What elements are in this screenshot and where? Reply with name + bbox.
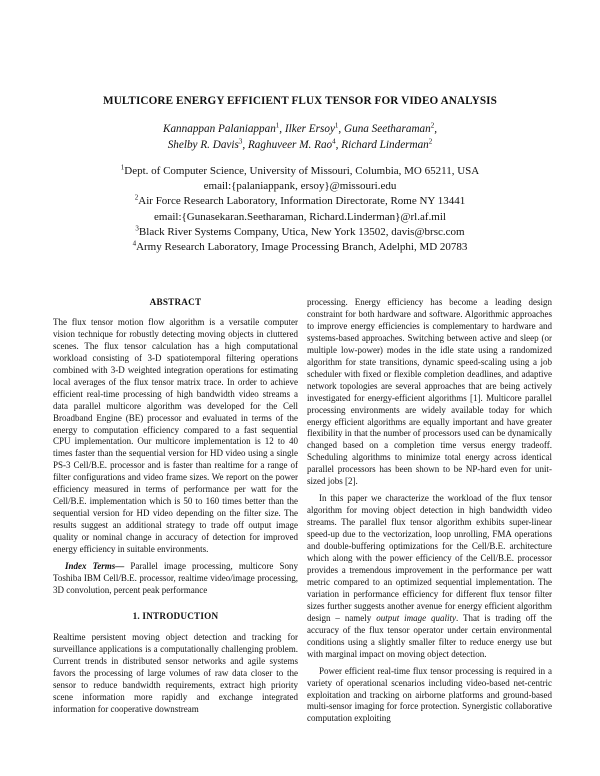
- author-affil-marker: 4: [332, 137, 336, 146]
- left-column: [53, 297, 298, 716]
- affiliation-email: email:{palaniappank, ersoy}@missouri.edu: [203, 180, 397, 193]
- author-list: [0, 121, 600, 153]
- affiliation-list: [0, 164, 600, 255]
- author-affil-marker: 1: [334, 121, 339, 130]
- right-column: [307, 297, 552, 725]
- author-line-2: Shelby R. Davis$^3$, Raghuveer M. Rao$^4$, Richard Linderman$^2$: [167, 137, 433, 151]
- affiliation-line: $^4$Army Research Laboratory, Image Processing Branch, Adelphi, MD 20783: [132, 239, 468, 254]
- author-name: Shelby R. Davis: [167, 139, 239, 151]
- right-paragraph-2: In this paper we characterize the workload of the flux tensor algorithm for moving object detection in high bandwidth video streams. The parallel flux tensor algorithm exhibits super-linear speed-up due to the vectorization, loop unrolling, FMA operations and double-buffering optimizations for the Cell/B.E. architecture which along with the power efficiency of the Cell/B.E. processor provides a tremendous improvement in the performance per watt metric compared to an optimized sequential implementation. The variation in performance efficiency for different flux tensor filter sizes further suggests another avenue for energy efficient algorithm design – namely output image quality. That is trading off the accuracy of the flux tensor operator under certain environmental conditions using a slightly smaller filter to reduce energy use but with marginal impact on moving object detection.: [307, 493, 552, 659]
- right-paragraph-1: processing. Energy efficiency has become a leading design constraint for both hardware and software. Algorithmic approaches to improve energy efficiencies is complementary to hardware and systems-based approaches. Switching between active and sleep (or multiple low-power) modes in the idle state using a randomized algorithm for state transitions, dynamic speed-scaling using a job scheduler with fixed or flexible completion deadlines, and adaptive network topologies are several approaches that are being actively investigated for energy-efficient algorithms [1]. Multicore parallel processing environments are widely available today for which energy efficient algorithms are equally important and have greater flexibility in that the number of processors used can be dynamically changed based on a completion time versus energy tradeoff. Scheduling algorithms to minimize total energy across identical parallel processors has been shown to be NP-hard even for unit-sized jobs [2].: [307, 297, 552, 487]
- affiliation-line: $^1$Dept. of Computer Science, University of Missouri, Columbia, MO 65211, USA: [120, 163, 480, 177]
- author-affil-marker: 1: [275, 121, 280, 130]
- abstract-heading: ABSTRACT: [149, 297, 202, 307]
- index-terms-text: Parallel image processing, multicore Sony Toshiba IBM Cell/B.E. processor, realtime video/image processing, 3D convolution, percent peak performance: [53, 561, 298, 595]
- intro-paragraph-1: Realtime persistent moving object detection and tracking for surveillance applications is a computationally challenging problem. Current trends in distributed sensor networks and agile systems favors the processing of large volumes of raw data closer to the sensor to reduce bandwidth requirements, extract high priority scene information more rapidly and exchange integrated information for cooperative downstream: [53, 631, 298, 714]
- author-name: Guna Seetharaman: [344, 123, 431, 135]
- paper-title: MULTICORE ENERGY EFFICIENT FLUX TENSOR FOR VIDEO ANALYSIS: [103, 95, 497, 107]
- author-name: Ilker Ersoy: [284, 123, 335, 135]
- index-terms-label: Index Terms—: [65, 561, 125, 572]
- abstract-body: The flux tensor motion flow algorithm is a versatile computer vision technique for robustly detecting moving objects in cluttered scenes. The flux tensor calculation has a high computational workload consisting of 3-D spatiotemporal filtering operations combined with 3-D weighted integration operations for estimating local averages of the flux tensor matrix trace. In order to achieve efficient real-time processing of high bandwidth video streams a data parallel multicore algorithm was developed for the Cell Broadband Engine (BE) processor and evaluated in terms of the energy to computation efficiency compared to a fast sequential CPU implementation. Our multicore implementation is 12 to 40 times faster than the sequential version for HD video using a single PS-3 Cell/B.E. processor and is faster than realtime for a range of filter configurations and video frame sizes. We report on the power efficiency measured in terms of performance per watt for the Cell/B.E. implementation which is 50 to 160 times better than the sequential version for HD video depending on the filter size. The results suggest an additional strategy to trade off output image quality or nominal change in accuracy of detection for improved energy efficiency in suitable environments.: [53, 316, 298, 555]
- affiliation-line: $^3$Black River Systems Company, Utica, New York 13502, davis@brsc.com: [135, 224, 465, 238]
- emphasis-text: output image quality: [376, 612, 457, 623]
- author-line-1: Kannappan Palaniappan$^1$, Ilker Ersoy$^1$, Guna Seetharaman$^2$,: [162, 121, 438, 135]
- affiliation-line: $^2$Air Force Research Laboratory, Information Directorate, Rome NY 13441: [134, 193, 466, 208]
- introduction-heading: 1. INTRODUCTION: [132, 610, 219, 621]
- author-affil-marker: 2: [430, 121, 435, 130]
- right-paragraph-3: Power efficient real-time flux tensor processing is required in a variety of operational scenarios including video-based net-centric exploitation and tracking on airborne platforms and ground-based multi-sensor imaging for force protection. Synergistic collaborative computation exploiting: [307, 665, 552, 724]
- author-name: Kannappan Palaniappan: [162, 123, 276, 135]
- index-terms: [53, 561, 298, 597]
- author-affil-marker: 2: [428, 137, 433, 146]
- affiliation-email: email:{Gunasekaran.Seetharaman, Richard.Linderman}@rl.af.mil: [154, 210, 446, 223]
- author-name: Richard Linderman: [341, 139, 429, 151]
- author-name: Raghuveer M. Rao: [247, 139, 333, 151]
- author-affil-marker: 3: [238, 137, 243, 146]
